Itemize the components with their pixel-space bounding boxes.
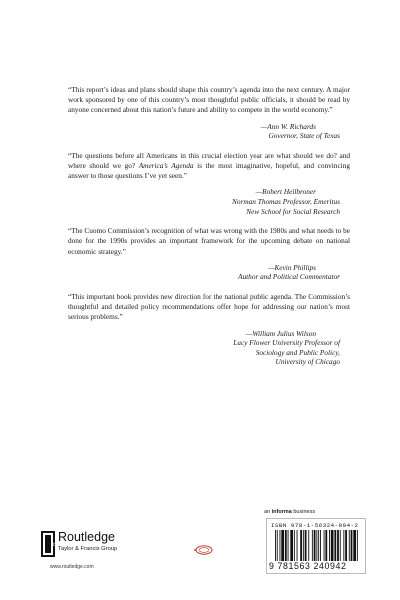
quote-text: “This report’s ideas and plans should shape this country’s agenda into the next century. A major work sponsored by one of this country’s most thoughtful public officials, it should be read by anyone concerned about this nation’s future and ability to compete in the world economy.” xyxy=(68,85,350,115)
endorsement-heilbroner xyxy=(68,151,350,216)
attribution-affiliation: University of Chicago xyxy=(275,357,340,367)
quote-text xyxy=(68,151,350,182)
quote-attribution xyxy=(68,263,350,282)
quote-attribution xyxy=(68,122,350,141)
barcode-bars-icon xyxy=(275,530,359,561)
quote-attribution xyxy=(68,329,350,367)
isbn-label: ISBN 978-1-56324-094-2 xyxy=(271,522,359,529)
recycle-seal-icon xyxy=(193,545,213,555)
tagline-prefix: an xyxy=(264,509,272,515)
book-title: America’s Agenda xyxy=(138,161,194,170)
barcode-digits: 9 781563 240942 xyxy=(269,561,347,571)
attribution-title: Norman Thomas Professor, Emeritus xyxy=(232,197,340,206)
quote-text-part: is the most imaginative, hopeful, and convincing answer to those questions I’ve yet seen.” xyxy=(68,161,351,181)
tagline-brand: informa xyxy=(271,509,292,515)
endorsement-richards xyxy=(68,85,350,141)
attribution-title: Sociology and Public Policy, xyxy=(255,347,340,357)
endorsement-wilson xyxy=(68,292,350,367)
attribution-name: —Ann W. Richards xyxy=(260,121,316,131)
svg-text:R: R xyxy=(51,542,57,546)
attribution-title: Author and Political Commentator xyxy=(238,272,340,282)
barcode xyxy=(266,518,366,574)
attribution-name: —Robert Heilbroner xyxy=(255,187,316,197)
attribution-title: Lucy Flower University Professor of xyxy=(233,338,340,348)
endorsement-phillips xyxy=(68,226,350,282)
tagline-suffix: business xyxy=(293,509,316,515)
attribution-name: —Kevin Phillips xyxy=(267,262,316,272)
routledge-logo-icon xyxy=(41,531,55,557)
quote-attribution xyxy=(68,187,350,216)
quote-text: “The Cuomo Commission’s recognition of what was wrong with the 1980s and what needs to be done for the 1990s provides an important framework for the upcoming debate on national economic strategy.” xyxy=(68,226,350,256)
attribution-affiliation: New School for Social Research xyxy=(246,206,340,216)
publisher-group: Taylor & Francis Group xyxy=(58,546,118,552)
endorsements xyxy=(68,85,350,377)
publisher-name: Routledge xyxy=(58,530,115,544)
quote-text: “This important book provides new direction for the national public agenda. The Commission’s thoughtful and detailed policy recommendations offer hope for addressing our nation’s most serious problems.” xyxy=(68,291,350,322)
publisher-website[interactable]: www.routledge.com xyxy=(50,564,94,570)
attribution-name: —William Julius Wilson xyxy=(245,328,316,338)
informa-tagline xyxy=(264,509,315,515)
attribution-title: Governor, State of Texas xyxy=(268,131,340,141)
quote-text-part: “The questions before all Americans in this crucial election year are what should we do? and where should we go? xyxy=(68,150,350,170)
